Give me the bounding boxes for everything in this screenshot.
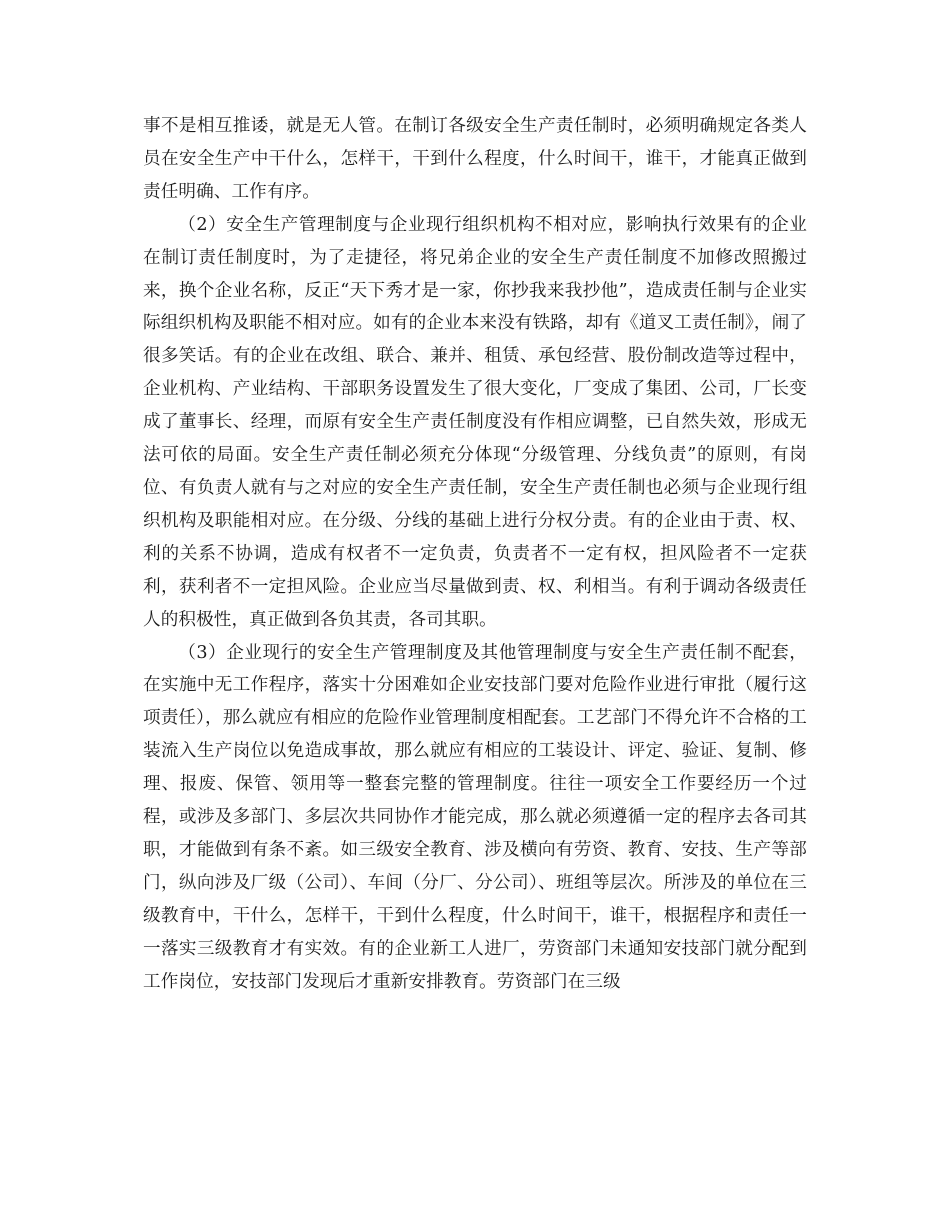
- paragraph-2: （2）安全生产管理制度与企业现行组织机构不相对应，影响执行效果有的企业在制订责任制度时，为了走捷径，将兄弟企业的安全生产责任制度不加修改照搬过来，换个企业名称，反正“天下秀才是一家，你抄我来我抄他”，造成责任制与企业实际组织机构及职能不相对应。如有的企业本来没有铁路，却有《道叉工责任制》，闹了很多笑话。有的企业在改组、联合、兼并、租赁、承包经营、股份制改造等过程中，企业机构、产业结构、干部职务设置发生了很大变化，厂变成了集团、公司，厂长变成了董事长、经理，而原有安全生产责任制度没有作相应调整，已自然失效，形成无法可依的局面。安全生产责任制必须充分体现“分级管理、分线负责”的原则，有岗位、有负责人就有与之对应的安全生产责任制，安全生产责任制也必须与企业现行组织机构及职能相对应。在分级、分线的基础上进行分权分责。有的企业由于责、权、利的关系不协调，造成有权者不一定负责，负责者不一定有权，担风险者不一定获利，获利者不一定担风险。企业应当尽量做到责、权、利相当。有利于调动各级责任人的积极性，真正做到各负其责，各司其职。: [143, 214, 807, 630]
- paragraph-3: （3）企业现行的安全生产管理制度及其他管理制度与安全生产责任制不配套，在实施中无工作程序，落实十分困难如企业安技部门要对危险作业进行审批（履行这项责任），那么就应有相应的危险作业管理制度相配套。工艺部门不得允许不合格的工装流入生产岗位以免造成事故，那么就应有相应的工装设计、评定、验证、复制、修理、报废、保管、领用等一整套完整的管理制度。往往一项安全工作要经历一个过程，或涉及多部门、多层次共同协作才能完成，那么就必须遵循一定的程序去各司其职，才能做到有条不紊。如三级安全教育、涉及横向有劳资、教育、安技、生产等部门，纵向涉及厂级（公司）、车间（分厂、分公司）、班组等层次。所涉及的单位在三级教育中，干什么，怎样干，干到什么程度，什么时间干，谁干，根据程序和责任一一落实三级教育才有实效。有的企业新工人进厂，劳资部门未通知安技部门就分配到工作岗位，安技部门发现后才重新安排教育。劳资部门在三级: [143, 642, 807, 992]
- body-text: [143, 110, 807, 998]
- paragraph-1: 事不是相互推诿，就是无人管。在制订各级安全生产责任制时，必须明确规定各类人员在安全生产中干什么，怎样干，干到什么程度，什么时间干，谁干，才能真正做到责任明确、工作有序。: [143, 116, 807, 202]
